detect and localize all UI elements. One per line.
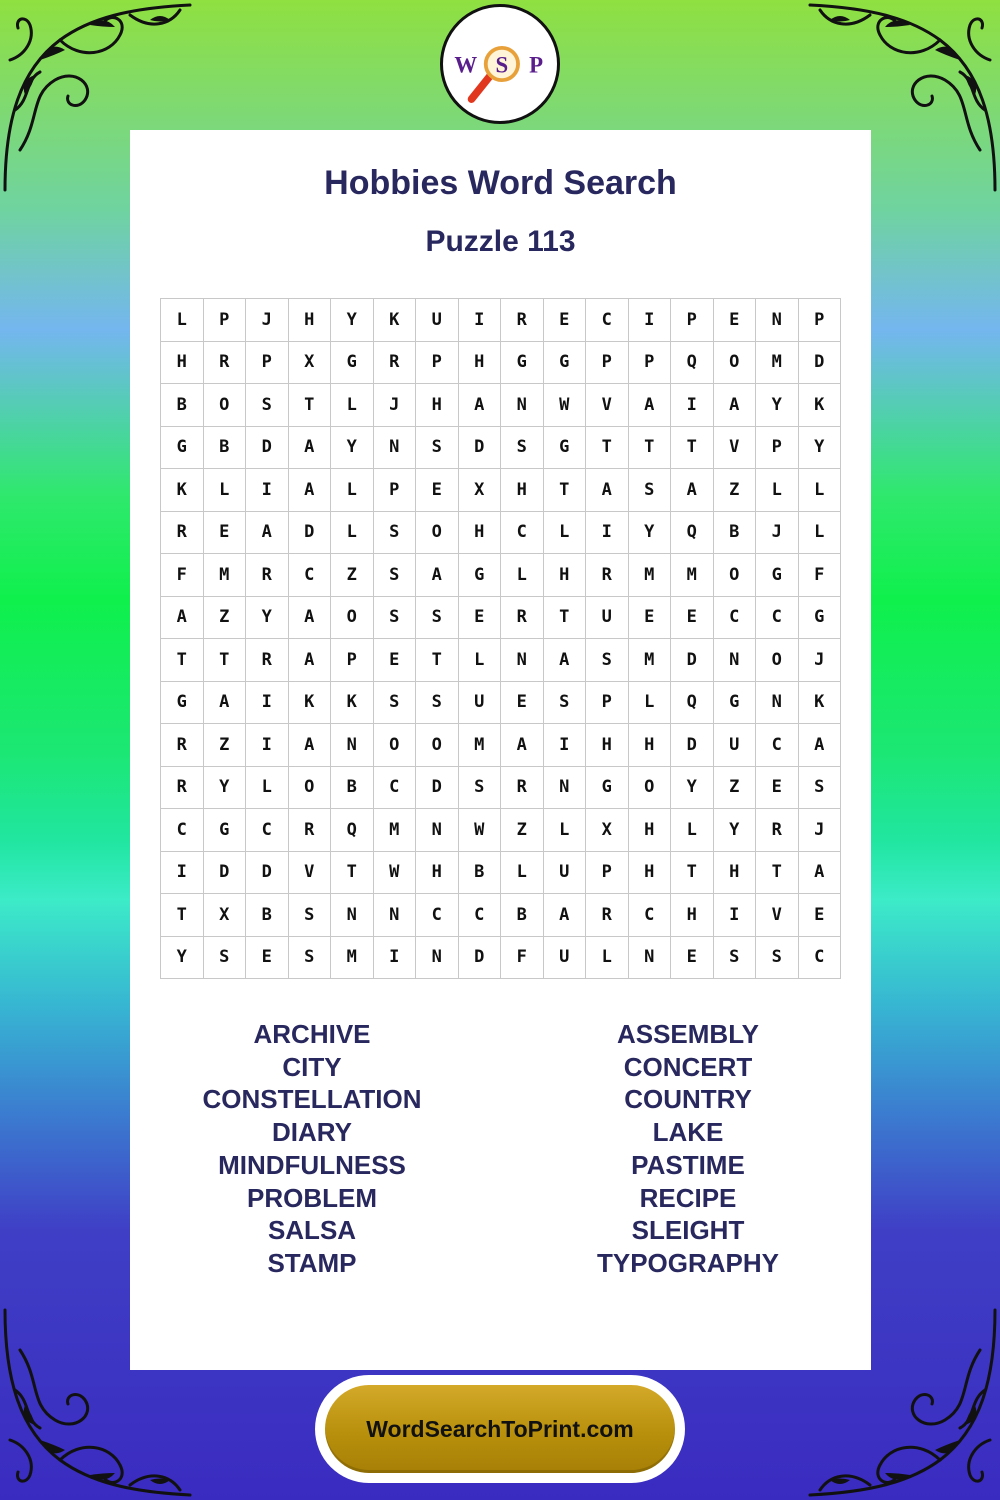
grid-cell[interactable]: L — [204, 469, 247, 512]
grid-cell[interactable]: N — [374, 894, 417, 937]
grid-cell[interactable]: U — [586, 597, 629, 640]
grid-cell[interactable]: P — [756, 427, 799, 470]
grid-cell[interactable]: P — [331, 639, 374, 682]
grid-cell[interactable]: E — [756, 767, 799, 810]
grid-cell[interactable]: L — [544, 512, 587, 555]
grid-cell[interactable]: B — [204, 427, 247, 470]
grid-cell[interactable]: V — [586, 384, 629, 427]
grid-cell[interactable]: M — [374, 809, 417, 852]
grid-cell[interactable]: K — [331, 682, 374, 725]
grid-cell[interactable]: I — [671, 384, 714, 427]
word-search-grid — [160, 298, 841, 979]
grid-cell[interactable]: I — [161, 852, 204, 895]
grid-cell[interactable]: Y — [204, 767, 247, 810]
grid-cell[interactable]: E — [799, 894, 842, 937]
grid-cell[interactable]: R — [501, 767, 544, 810]
grid-cell[interactable]: T — [331, 852, 374, 895]
grid-cell[interactable]: D — [459, 427, 502, 470]
grid-cell[interactable]: H — [459, 342, 502, 385]
word-list-right — [538, 1018, 838, 1280]
grid-cell[interactable]: E — [204, 512, 247, 555]
grid-cell[interactable]: N — [416, 809, 459, 852]
word-list-item: STAMP — [267, 1247, 357, 1278]
grid-cell[interactable]: S — [374, 597, 417, 640]
grid-cell[interactable]: T — [671, 852, 714, 895]
grid-cell[interactable]: P — [586, 682, 629, 725]
grid-cell[interactable]: E — [671, 597, 714, 640]
grid-cell[interactable]: M — [629, 639, 672, 682]
grid-cell[interactable]: L — [331, 469, 374, 512]
grid-cell[interactable]: P — [629, 342, 672, 385]
grid-cell[interactable]: M — [756, 342, 799, 385]
grid-cell[interactable]: H — [289, 299, 332, 342]
grid-cell[interactable]: D — [671, 724, 714, 767]
grid-cell[interactable]: P — [246, 342, 289, 385]
grid-cell[interactable]: S — [416, 682, 459, 725]
grid-cell[interactable]: Z — [714, 767, 757, 810]
grid-cell[interactable]: M — [671, 554, 714, 597]
grid-cell[interactable]: S — [374, 554, 417, 597]
grid-cell[interactable]: G — [161, 682, 204, 725]
grid-cell[interactable]: S — [246, 384, 289, 427]
grid-cell[interactable]: C — [586, 299, 629, 342]
grid-cell[interactable]: R — [161, 724, 204, 767]
grid-cell[interactable]: R — [501, 299, 544, 342]
grid-cell[interactable]: R — [374, 342, 417, 385]
grid-cell[interactable]: T — [756, 852, 799, 895]
grid-cell[interactable]: G — [714, 682, 757, 725]
word-list-item: CITY — [282, 1051, 342, 1082]
grid-cell[interactable]: B — [714, 512, 757, 555]
grid-cell[interactable]: Y — [331, 299, 374, 342]
grid-cell[interactable]: S — [586, 639, 629, 682]
grid-cell[interactable]: I — [544, 724, 587, 767]
grid-cell[interactable]: T — [544, 597, 587, 640]
grid-cell[interactable]: R — [289, 809, 332, 852]
grid-cell[interactable]: L — [331, 512, 374, 555]
grid-cell[interactable]: U — [544, 937, 587, 980]
grid-cell[interactable]: A — [501, 724, 544, 767]
grid-cell[interactable]: A — [544, 639, 587, 682]
grid-cell[interactable]: P — [374, 469, 417, 512]
grid-cell[interactable]: G — [501, 342, 544, 385]
grid-cell[interactable]: T — [161, 639, 204, 682]
grid-cell[interactable]: H — [501, 469, 544, 512]
grid-cell[interactable]: I — [629, 299, 672, 342]
grid-cell[interactable]: X — [289, 342, 332, 385]
grid-cell[interactable]: N — [501, 639, 544, 682]
grid-cell[interactable]: J — [799, 809, 842, 852]
grid-cell[interactable]: Q — [331, 809, 374, 852]
word-list-item: PASTIME — [631, 1149, 745, 1180]
grid-cell[interactable]: O — [629, 767, 672, 810]
grid-cell[interactable]: N — [416, 937, 459, 980]
grid-cell[interactable]: M — [629, 554, 672, 597]
wsp-logo — [440, 4, 560, 124]
grid-cell[interactable]: R — [586, 894, 629, 937]
grid-cell[interactable]: W — [544, 384, 587, 427]
grid-cell[interactable]: W — [374, 852, 417, 895]
grid-cell[interactable]: T — [204, 639, 247, 682]
grid-cell[interactable]: S — [799, 767, 842, 810]
grid-cell[interactable]: Y — [671, 767, 714, 810]
grid-cell[interactable]: N — [331, 724, 374, 767]
logo-letter-s: S — [495, 52, 509, 78]
footer-badge — [315, 1375, 685, 1483]
grid-cell[interactable]: H — [629, 809, 672, 852]
grid-cell[interactable]: T — [289, 384, 332, 427]
grid-cell[interactable]: E — [246, 937, 289, 980]
grid-cell[interactable]: A — [586, 469, 629, 512]
grid-cell[interactable]: R — [161, 512, 204, 555]
word-list-item: TYPOGRAPHY — [596, 1247, 780, 1278]
grid-cell[interactable]: O — [416, 512, 459, 555]
grid-cell[interactable]: E — [374, 639, 417, 682]
grid-cell[interactable]: P — [586, 342, 629, 385]
grid-cell[interactable]: N — [756, 682, 799, 725]
grid-cell[interactable]: P — [416, 342, 459, 385]
grid-cell[interactable]: C — [161, 809, 204, 852]
grid-cell[interactable]: U — [459, 682, 502, 725]
grid-cell[interactable]: F — [501, 937, 544, 980]
grid-cell[interactable]: F — [161, 554, 204, 597]
grid-cell[interactable]: C — [629, 894, 672, 937]
grid-cell[interactable]: C — [714, 597, 757, 640]
grid-cell[interactable]: S — [544, 682, 587, 725]
grid-cell[interactable]: L — [501, 554, 544, 597]
grid-cell[interactable]: T — [586, 427, 629, 470]
grid-cell[interactable]: K — [161, 469, 204, 512]
grid-cell[interactable]: H — [629, 852, 672, 895]
grid-cell[interactable]: T — [629, 427, 672, 470]
word-list-item: CONCERT — [623, 1051, 753, 1082]
grid-cell[interactable]: N — [331, 894, 374, 937]
grid-cell[interactable]: A — [161, 597, 204, 640]
grid-cell[interactable]: H — [161, 342, 204, 385]
site-link[interactable]: WordSearchToPrint.com — [325, 1385, 675, 1473]
grid-cell[interactable]: H — [459, 512, 502, 555]
grid-cell[interactable]: Z — [204, 724, 247, 767]
grid-cell[interactable]: T — [544, 469, 587, 512]
grid-cell[interactable]: C — [501, 512, 544, 555]
grid-cell[interactable]: G — [544, 427, 587, 470]
grid-cell[interactable]: S — [204, 937, 247, 980]
grid-cell[interactable]: R — [161, 767, 204, 810]
grid-cell[interactable]: K — [799, 384, 842, 427]
grid-cell[interactable]: L — [501, 852, 544, 895]
grid-cell[interactable]: A — [416, 554, 459, 597]
grid-cell[interactable]: G — [586, 767, 629, 810]
grid-cell[interactable]: I — [246, 682, 289, 725]
grid-cell[interactable]: I — [246, 469, 289, 512]
grid-cell[interactable]: R — [756, 809, 799, 852]
grid-cell[interactable]: S — [374, 512, 417, 555]
page-title: Hobbies Word Search — [324, 164, 677, 202]
grid-cell[interactable]: S — [416, 427, 459, 470]
grid-cell[interactable]: O — [714, 342, 757, 385]
grid-cell[interactable]: Q — [671, 512, 714, 555]
grid-cell[interactable]: N — [629, 937, 672, 980]
grid-cell[interactable]: E — [629, 597, 672, 640]
grid-cell[interactable]: I — [714, 894, 757, 937]
grid-cell[interactable]: I — [586, 512, 629, 555]
grid-cell[interactable]: G — [204, 809, 247, 852]
grid-cell[interactable]: R — [501, 597, 544, 640]
grid-cell[interactable]: L — [331, 384, 374, 427]
grid-cell[interactable]: A — [799, 852, 842, 895]
grid-cell[interactable]: E — [714, 299, 757, 342]
grid-cell[interactable]: A — [629, 384, 672, 427]
grid-cell[interactable]: A — [544, 894, 587, 937]
grid-cell[interactable]: A — [289, 597, 332, 640]
grid-cell[interactable]: C — [756, 597, 799, 640]
grid-cell[interactable]: P — [586, 852, 629, 895]
grid-cell[interactable]: A — [289, 427, 332, 470]
grid-cell[interactable]: B — [501, 894, 544, 937]
grid-cell[interactable]: L — [756, 469, 799, 512]
grid-cell[interactable]: A — [289, 639, 332, 682]
grid-cell[interactable]: L — [629, 682, 672, 725]
grid-cell[interactable]: H — [671, 894, 714, 937]
grid-cell[interactable]: C — [459, 894, 502, 937]
grid-cell[interactable]: N — [501, 384, 544, 427]
grid-cell[interactable]: R — [246, 554, 289, 597]
grid-cell[interactable]: H — [714, 852, 757, 895]
grid-cell[interactable]: C — [416, 894, 459, 937]
grid-cell[interactable]: I — [246, 724, 289, 767]
grid-cell[interactable]: U — [544, 852, 587, 895]
grid-cell[interactable]: B — [246, 894, 289, 937]
grid-cell[interactable]: L — [799, 512, 842, 555]
grid-cell[interactable]: E — [671, 937, 714, 980]
grid-cell[interactable]: X — [459, 469, 502, 512]
grid-cell[interactable]: E — [459, 597, 502, 640]
grid-cell[interactable]: I — [459, 299, 502, 342]
grid-cell[interactable]: C — [246, 809, 289, 852]
grid-cell[interactable]: L — [246, 767, 289, 810]
grid-cell[interactable]: O — [331, 597, 374, 640]
grid-cell[interactable]: Z — [501, 809, 544, 852]
grid-cell[interactable]: A — [714, 384, 757, 427]
grid-cell[interactable]: S — [416, 597, 459, 640]
grid-cell[interactable]: E — [416, 469, 459, 512]
grid-cell[interactable]: L — [161, 299, 204, 342]
grid-cell[interactable]: G — [161, 427, 204, 470]
grid-cell[interactable]: S — [374, 682, 417, 725]
grid-cell[interactable]: S — [629, 469, 672, 512]
grid-cell[interactable]: G — [459, 554, 502, 597]
grid-cell[interactable]: J — [756, 512, 799, 555]
grid-cell[interactable]: Y — [246, 597, 289, 640]
grid-cell[interactable]: A — [204, 682, 247, 725]
grid-cell[interactable]: U — [416, 299, 459, 342]
grid-cell[interactable]: I — [374, 937, 417, 980]
word-list-item: LAKE — [652, 1117, 724, 1148]
grid-cell[interactable]: B — [331, 767, 374, 810]
grid-cell[interactable]: T — [416, 639, 459, 682]
grid-cell[interactable]: G — [331, 342, 374, 385]
grid-cell[interactable]: Y — [331, 427, 374, 470]
grid-cell[interactable]: P — [204, 299, 247, 342]
logo-letter-w: W — [454, 52, 478, 78]
word-list-item: ASSEMBLY — [616, 1019, 760, 1049]
grid-cell[interactable]: Q — [671, 682, 714, 725]
grid-cell[interactable]: R — [204, 342, 247, 385]
grid-cell[interactable]: P — [799, 299, 842, 342]
grid-cell[interactable]: O — [756, 639, 799, 682]
grid-cell[interactable]: A — [671, 469, 714, 512]
grid-cell[interactable]: E — [501, 682, 544, 725]
grid-cell[interactable]: L — [799, 469, 842, 512]
grid-cell[interactable]: O — [714, 554, 757, 597]
grid-cell[interactable]: Y — [756, 384, 799, 427]
grid-cell[interactable]: Z — [714, 469, 757, 512]
grid-cell[interactable]: J — [374, 384, 417, 427]
grid-cell[interactable]: Y — [714, 809, 757, 852]
grid-cell[interactable]: B — [459, 852, 502, 895]
grid-cell[interactable]: N — [756, 299, 799, 342]
logo-letter-p: P — [529, 52, 544, 78]
grid-cell[interactable]: O — [374, 724, 417, 767]
grid-cell[interactable]: S — [289, 937, 332, 980]
magnifier-logo-icon — [443, 7, 557, 121]
word-list-item: PROBLEM — [247, 1182, 377, 1213]
grid-cell[interactable]: Q — [671, 342, 714, 385]
grid-cell[interactable]: A — [289, 469, 332, 512]
grid-cell[interactable]: X — [586, 809, 629, 852]
grid-cell[interactable]: C — [289, 554, 332, 597]
word-list-item: MINDFULNESS — [218, 1149, 406, 1180]
grid-cell[interactable]: U — [714, 724, 757, 767]
grid-cell[interactable]: R — [586, 554, 629, 597]
grid-cell[interactable]: A — [246, 512, 289, 555]
puzzle-card — [130, 130, 871, 1370]
grid-cell[interactable]: E — [544, 299, 587, 342]
word-list-item: COUNTRY — [624, 1084, 752, 1115]
word-list-item: RECIPE — [639, 1182, 737, 1213]
grid-cell[interactable]: D — [416, 767, 459, 810]
grid-cell[interactable]: A — [459, 384, 502, 427]
grid-cell[interactable]: L — [459, 639, 502, 682]
grid-cell[interactable]: D — [246, 427, 289, 470]
grid-cell[interactable]: V — [756, 894, 799, 937]
grid-cell[interactable]: F — [799, 554, 842, 597]
grid-cell[interactable]: H — [544, 554, 587, 597]
grid-cell[interactable]: G — [544, 342, 587, 385]
grid-cell[interactable]: C — [756, 724, 799, 767]
grid-cell[interactable]: S — [714, 937, 757, 980]
puzzle-number: Puzzle 113 — [425, 225, 576, 258]
grid-cell[interactable]: H — [586, 724, 629, 767]
grid-cell[interactable]: A — [289, 724, 332, 767]
grid-cell[interactable]: J — [246, 299, 289, 342]
word-list-left — [162, 1018, 462, 1280]
word-list-item: SLEIGHT — [631, 1215, 745, 1246]
grid-cell[interactable]: K — [374, 299, 417, 342]
grid-cell[interactable]: D — [289, 512, 332, 555]
grid-cell[interactable]: T — [161, 894, 204, 937]
grid-cell[interactable]: H — [629, 724, 672, 767]
grid-cell[interactable]: M — [204, 554, 247, 597]
grid-cell[interactable]: L — [586, 937, 629, 980]
grid-cell[interactable]: L — [671, 809, 714, 852]
grid-cell[interactable]: M — [459, 724, 502, 767]
grid-cell[interactable]: S — [501, 427, 544, 470]
grid-cell[interactable]: B — [161, 384, 204, 427]
grid-cell[interactable]: O — [416, 724, 459, 767]
grid-cell[interactable]: G — [756, 554, 799, 597]
grid-cell[interactable]: K — [289, 682, 332, 725]
grid-cell[interactable]: S — [289, 894, 332, 937]
grid-cell[interactable]: O — [204, 384, 247, 427]
grid-cell[interactable]: S — [459, 767, 502, 810]
word-list-item: SALSA — [267, 1215, 357, 1246]
grid-cell[interactable]: X — [204, 894, 247, 937]
grid-cell[interactable]: Z — [331, 554, 374, 597]
grid-cell[interactable]: P — [671, 299, 714, 342]
grid-cell[interactable]: C — [799, 937, 842, 980]
grid-cell[interactable]: D — [204, 852, 247, 895]
grid-cell[interactable]: N — [544, 767, 587, 810]
word-list-item: DIARY — [272, 1117, 352, 1148]
grid-cell[interactable]: H — [416, 384, 459, 427]
grid-cell[interactable]: D — [246, 852, 289, 895]
grid-cell[interactable]: D — [671, 639, 714, 682]
grid-cell[interactable]: D — [459, 937, 502, 980]
grid-cell[interactable]: V — [714, 427, 757, 470]
grid-cell[interactable]: A — [799, 724, 842, 767]
grid-cell[interactable]: W — [459, 809, 502, 852]
grid-cell[interactable]: D — [799, 342, 842, 385]
grid-cell[interactable]: Y — [629, 512, 672, 555]
grid-cell[interactable]: O — [289, 767, 332, 810]
grid-cell[interactable]: K — [799, 682, 842, 725]
grid-cell[interactable]: Z — [204, 597, 247, 640]
word-list-item: CONSTELLATION — [202, 1084, 422, 1115]
grid-cell[interactable]: H — [416, 852, 459, 895]
grid-cell[interactable]: Y — [161, 937, 204, 980]
grid-cell[interactable]: N — [714, 639, 757, 682]
grid-cell[interactable]: S — [756, 937, 799, 980]
grid-cell[interactable]: L — [544, 809, 587, 852]
word-list-item: ARCHIVE — [253, 1019, 371, 1049]
grid-cell[interactable]: T — [671, 427, 714, 470]
grid-cell[interactable]: N — [374, 427, 417, 470]
grid-cell[interactable]: V — [289, 852, 332, 895]
grid-cell[interactable]: M — [331, 937, 374, 980]
grid-cell[interactable]: C — [374, 767, 417, 810]
grid-cell[interactable]: Y — [799, 427, 842, 470]
grid-cell[interactable]: R — [246, 639, 289, 682]
grid-cell[interactable]: J — [799, 639, 842, 682]
grid-cell[interactable]: G — [799, 597, 842, 640]
